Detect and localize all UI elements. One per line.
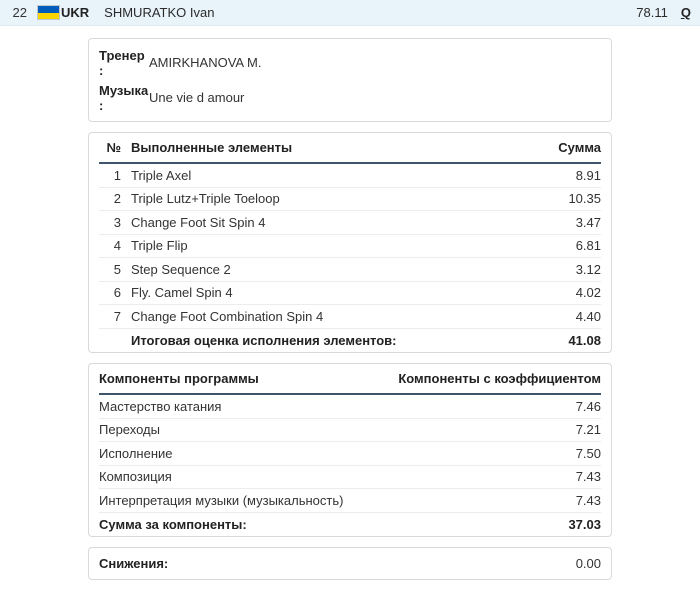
component-value: 7.46 <box>575 398 601 414</box>
element-number: 1 <box>113 167 121 183</box>
table-row <box>99 419 601 443</box>
result-row-header[interactable] <box>0 0 700 26</box>
component-value: 7.43 <box>575 492 601 508</box>
flag-bottom-stripe <box>38 13 59 20</box>
elements-total-value: 41.08 <box>568 332 601 348</box>
elements-total-label: Итоговая оценка исполнения элементов: <box>131 332 397 348</box>
table-row <box>99 395 601 419</box>
component-value: 7.43 <box>575 469 601 485</box>
elements-table-header <box>99 133 601 164</box>
table-row <box>99 164 601 188</box>
table-row <box>99 442 601 466</box>
element-sum: 6.81 <box>575 238 601 254</box>
table-row <box>99 305 601 329</box>
music-label-text: Музыка <box>99 82 149 98</box>
deductions-label: Снижения: <box>99 556 169 571</box>
trainer-row <box>99 45 601 80</box>
components-table-header <box>99 364 601 395</box>
qualification-link[interactable]: Q <box>680 5 691 20</box>
col-header-num: № <box>106 140 121 155</box>
table-row <box>99 258 601 282</box>
ukraine-flag-icon <box>38 6 59 19</box>
trainer-label <box>99 48 149 78</box>
component-name: Композиция <box>99 469 172 485</box>
deductions-value: 0.00 <box>575 556 601 571</box>
table-row <box>99 282 601 306</box>
component-name: Исполнение <box>99 445 173 461</box>
total-score: 78.11 <box>636 5 668 20</box>
element-name: Triple Axel <box>131 167 192 183</box>
components-total-value: 37.03 <box>568 516 601 532</box>
element-number: 3 <box>113 214 121 230</box>
element-name: Change Foot Combination Spin 4 <box>131 308 324 324</box>
component-name: Переходы <box>99 422 160 438</box>
trainer-label-text: Тренер <box>99 47 145 63</box>
component-value: 7.21 <box>575 422 601 438</box>
component-name: Мастерство катания <box>99 398 222 414</box>
element-name: Triple Lutz+Triple Toeloop <box>131 191 280 207</box>
detail-panel <box>0 26 700 580</box>
table-row <box>99 211 601 235</box>
element-number: 7 <box>113 308 121 324</box>
music-value: Une vie d amour <box>149 90 245 105</box>
table-row <box>99 235 601 259</box>
col-header-name: Выполненные элементы <box>131 140 293 155</box>
element-number: 5 <box>113 261 121 277</box>
elements-table <box>88 132 612 353</box>
deductions-card <box>88 547 612 580</box>
element-number: 6 <box>113 285 121 301</box>
table-row <box>99 489 601 513</box>
info-card <box>88 38 612 122</box>
element-sum: 4.40 <box>575 308 601 324</box>
skater-name: SHMURATKO Ivan <box>104 5 215 20</box>
col-header-sum: Сумма <box>558 140 601 155</box>
element-number: 2 <box>113 191 121 207</box>
trainer-value: AMIRKHANOVA M. <box>149 55 262 70</box>
table-row <box>99 188 601 212</box>
element-name: Step Sequence 2 <box>131 261 231 277</box>
element-name: Change Foot Sit Spin 4 <box>131 214 266 230</box>
table-row <box>99 466 601 490</box>
music-label-colon: : <box>99 97 104 113</box>
music-row <box>99 80 601 115</box>
trainer-label-colon: : <box>99 62 104 78</box>
col-header-component: Компоненты программы <box>99 371 259 386</box>
element-name: Triple Flip <box>131 238 188 254</box>
element-sum: 10.35 <box>568 191 601 207</box>
component-value: 7.50 <box>575 445 601 461</box>
element-sum: 4.02 <box>575 285 601 301</box>
nation-code: UKR <box>61 5 90 20</box>
element-sum: 3.12 <box>575 261 601 277</box>
component-name: Интерпретация музыки (музыкальность) <box>99 492 344 508</box>
element-name: Fly. Camel Spin 4 <box>131 285 233 301</box>
element-number: 4 <box>113 238 121 254</box>
col-header-factored: Компоненты с коэффициентом <box>398 371 601 386</box>
element-sum: 8.91 <box>575 167 601 183</box>
components-total-row <box>99 513 601 537</box>
music-label <box>99 83 149 113</box>
components-table <box>88 363 612 537</box>
components-total-label: Сумма за компоненты: <box>99 516 247 532</box>
rank: 22 <box>12 5 27 20</box>
elements-total-row <box>99 329 601 353</box>
element-sum: 3.47 <box>575 214 601 230</box>
